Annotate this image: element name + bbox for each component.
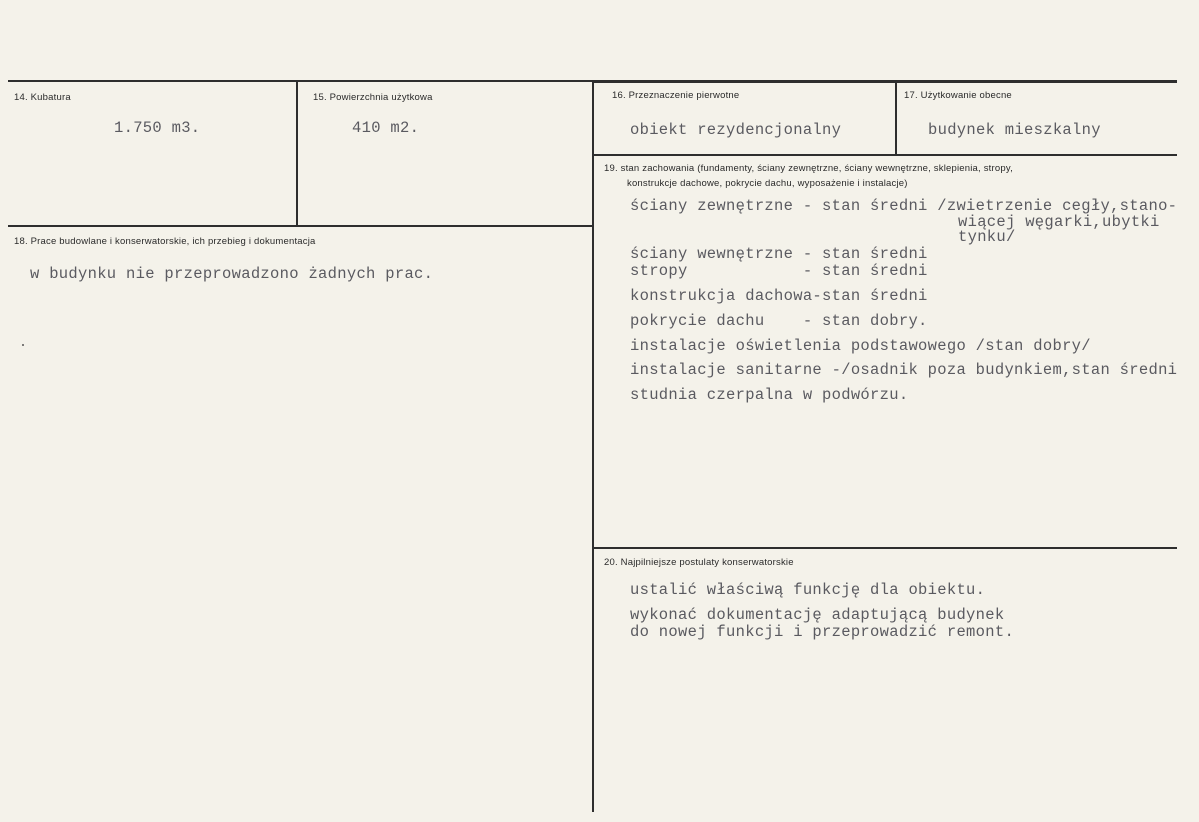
field-19-label-line2: konstrukcje dachowe, pokrycie dachu, wyposażenie i instalacje): [627, 178, 908, 189]
condition-line: instalacje oświetlenia podstawowego /stan dobry/: [630, 337, 1091, 355]
field-15-label: 15. Powierzchnia użytkowa: [313, 92, 433, 103]
field-18-label: 18. Prace budowlane i konserwatorskie, ich przebieg i dokumentacja: [14, 236, 316, 247]
condition-line: studnia czerpalna w podwórzu.: [630, 386, 909, 404]
divider-16-17: [895, 83, 897, 154]
condition-line: pokrycie dachu - stan dobry.: [630, 312, 928, 330]
field-16-value: obiekt rezydencjonalny: [630, 121, 842, 139]
field-16-label: 16. Przeznaczenie pierwotne: [612, 90, 740, 101]
field-20-label: 20. Najpilniejsze postulaty konserwatorskie: [604, 557, 794, 568]
condition-line: tynku/: [958, 228, 1016, 246]
field-15-value: 410 m2.: [352, 119, 420, 137]
postulate-line: wykonać dokumentację adaptującą budynek: [630, 606, 1005, 624]
stray-mark: [22, 344, 24, 346]
condition-line: ściany wewnętrzne - stan średni: [630, 245, 928, 263]
condition-line: wiącej węgarki,ubytki: [958, 213, 1160, 231]
divider-main: [592, 82, 594, 812]
condition-line: ściany zewnętrzne - stan średni /zwietrzenie cegły,stano-: [630, 197, 1178, 215]
condition-line: instalacje sanitarne -/osadnik poza budynkiem,stan średni: [630, 361, 1178, 379]
field-14-label: 14. Kubatura: [14, 92, 71, 103]
rule-below-14-15: [8, 225, 592, 227]
divider-14-15: [296, 82, 298, 225]
field-17-value: budynek mieszkalny: [928, 121, 1101, 139]
field-14-value: 1.750 m3.: [114, 119, 201, 137]
postulate-line: do nowej funkcji i przeprowadzić remont.: [630, 623, 1015, 641]
top-rule-right: [592, 80, 1177, 83]
field-19-label-line1: 19. stan zachowania (fundamenty, ściany zewnętrzne, ściany wewnętrzne, sklepienia, stropy,: [604, 163, 1013, 174]
rule-above-20: [594, 547, 1177, 549]
field-17-label: 17. Użytkowanie obecne: [904, 90, 1012, 101]
condition-line: konstrukcja dachowa-stan średni: [630, 287, 928, 305]
condition-line: stropy - stan średni: [630, 262, 928, 280]
postulate-line: ustalić właściwą funkcję dla obiektu.: [630, 581, 986, 599]
rule-below-16-17: [594, 154, 1177, 156]
field-18-value: w budynku nie przeprowadzono żadnych prac.: [30, 265, 434, 283]
